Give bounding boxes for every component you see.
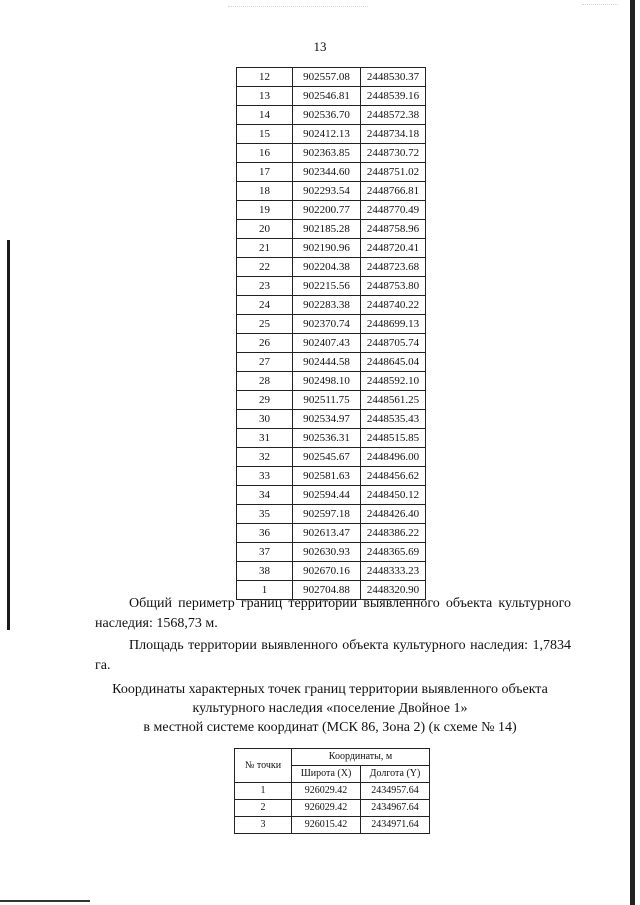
area-paragraph xyxy=(95,636,571,676)
table-row xyxy=(237,543,426,562)
point-number-cell: 1 xyxy=(237,581,293,600)
point-number-cell: 26 xyxy=(237,334,293,353)
point-number-cell: 30 xyxy=(237,410,293,429)
y-coordinate-cell: 2448758.96 xyxy=(361,220,426,239)
x-coordinate-cell: 902498.10 xyxy=(293,372,361,391)
y-coordinate-cell: 2434967.64 xyxy=(361,800,430,817)
table-row xyxy=(237,353,426,372)
point-number-cell: 38 xyxy=(237,562,293,581)
table-row xyxy=(235,817,430,834)
point-number-cell: 36 xyxy=(237,524,293,543)
table-row xyxy=(237,163,426,182)
x-coordinate-cell: 902363.85 xyxy=(293,144,361,163)
y-coordinate-cell: 2448572.38 xyxy=(361,106,426,125)
point-number-cell: 35 xyxy=(237,505,293,524)
x-coordinate-cell: 902370.74 xyxy=(293,315,361,334)
table-row xyxy=(237,220,426,239)
y-coordinate-cell: 2448365.69 xyxy=(361,543,426,562)
table-row xyxy=(237,448,426,467)
x-coordinate-cell: 902534.97 xyxy=(293,410,361,429)
table-row xyxy=(237,429,426,448)
point-number-cell: 18 xyxy=(237,182,293,201)
x-coordinate-cell: 902546.81 xyxy=(293,87,361,106)
y-coordinate-cell: 2448645.04 xyxy=(361,353,426,372)
x-coordinate-cell: 902557.08 xyxy=(293,68,361,87)
y-coordinate-cell: 2448770.49 xyxy=(361,201,426,220)
y-coordinate-cell: 2448720.41 xyxy=(361,239,426,258)
local-coordinates-table xyxy=(234,748,430,834)
point-number-cell: 13 xyxy=(237,87,293,106)
y-coordinate-cell: 2448740.22 xyxy=(361,296,426,315)
table-row xyxy=(237,201,426,220)
table-row xyxy=(237,410,426,429)
x-coordinate-cell: 902511.75 xyxy=(293,391,361,410)
table-row xyxy=(237,562,426,581)
y-coordinate-cell: 2448450.12 xyxy=(361,486,426,505)
y-coordinate-cell: 2448426.40 xyxy=(361,505,426,524)
section-heading-line: культурного наследия «поселение Двойное 1» xyxy=(192,701,468,716)
y-coordinate-cell: 2448535.43 xyxy=(361,410,426,429)
table-row xyxy=(237,125,426,144)
y-coordinate-cell: 2448730.72 xyxy=(361,144,426,163)
y-coordinate-cell: 2448699.13 xyxy=(361,315,426,334)
x-coordinate-cell: 902215.56 xyxy=(293,277,361,296)
y-coordinate-cell: 2448592.10 xyxy=(361,372,426,391)
scan-artifact xyxy=(228,6,368,17)
y-coordinate-cell: 2448496.00 xyxy=(361,448,426,467)
point-number-cell: 2 xyxy=(235,800,292,817)
point-number-cell: 3 xyxy=(235,817,292,834)
x-coordinate-cell: 902200.77 xyxy=(293,201,361,220)
x-coordinate-cell: 902704.88 xyxy=(293,581,361,600)
header-latitude: Широта (X) xyxy=(292,766,361,783)
table-row xyxy=(237,372,426,391)
x-coordinate-cell: 902412.13 xyxy=(293,125,361,144)
perimeter-paragraph xyxy=(95,594,571,634)
x-coordinate-cell: 902185.28 xyxy=(293,220,361,239)
point-number-cell: 20 xyxy=(237,220,293,239)
scan-page-edge xyxy=(630,0,635,905)
table-row xyxy=(237,296,426,315)
y-coordinate-cell: 2448751.02 xyxy=(361,163,426,182)
point-number-cell: 19 xyxy=(237,201,293,220)
x-coordinate-cell: 902293.54 xyxy=(293,182,361,201)
y-coordinate-cell: 2448320.90 xyxy=(361,581,426,600)
table-row xyxy=(237,258,426,277)
point-number-cell: 22 xyxy=(237,258,293,277)
y-coordinate-cell: 2448705.74 xyxy=(361,334,426,353)
x-coordinate-cell: 902597.18 xyxy=(293,505,361,524)
y-coordinate-cell: 2448333.23 xyxy=(361,562,426,581)
x-coordinate-cell: 902630.93 xyxy=(293,543,361,562)
table-row xyxy=(237,144,426,163)
y-coordinate-cell: 2448539.16 xyxy=(361,87,426,106)
point-number-cell: 21 xyxy=(237,239,293,258)
section-heading xyxy=(80,680,580,737)
x-coordinate-cell: 902407.43 xyxy=(293,334,361,353)
y-coordinate-cell: 2448456.62 xyxy=(361,467,426,486)
x-coordinate-cell: 902545.67 xyxy=(293,448,361,467)
x-coordinate-cell: 926029.42 xyxy=(292,783,361,800)
x-coordinate-cell: 902581.63 xyxy=(293,467,361,486)
x-coordinate-cell: 902594.44 xyxy=(293,486,361,505)
y-coordinate-cell: 2448766.81 xyxy=(361,182,426,201)
scan-artifact xyxy=(0,900,90,902)
coordinates-table xyxy=(236,67,426,600)
y-coordinate-cell: 2448734.18 xyxy=(361,125,426,144)
point-number-cell: 31 xyxy=(237,429,293,448)
y-coordinate-cell: 2448561.25 xyxy=(361,391,426,410)
header-coordinates: Координаты, м xyxy=(292,749,430,766)
x-coordinate-cell: 902444.58 xyxy=(293,353,361,372)
point-number-cell: 27 xyxy=(237,353,293,372)
table-row xyxy=(237,182,426,201)
scan-binding-line xyxy=(7,240,10,630)
point-number-cell: 15 xyxy=(237,125,293,144)
point-number-cell: 34 xyxy=(237,486,293,505)
page-number: 13 xyxy=(313,39,327,54)
table-row xyxy=(237,505,426,524)
point-number-cell: 14 xyxy=(237,106,293,125)
y-coordinate-cell: 2448753.80 xyxy=(361,277,426,296)
point-number-cell: 25 xyxy=(237,315,293,334)
point-number-cell: 16 xyxy=(237,144,293,163)
point-number-cell: 37 xyxy=(237,543,293,562)
table-row xyxy=(237,315,426,334)
table-row xyxy=(237,486,426,505)
header-point-number: № точки xyxy=(235,749,292,783)
table-row xyxy=(237,106,426,125)
table-row xyxy=(237,87,426,106)
table-row xyxy=(237,277,426,296)
x-coordinate-cell: 902536.31 xyxy=(293,429,361,448)
x-coordinate-cell: 902190.96 xyxy=(293,239,361,258)
table-row xyxy=(237,391,426,410)
table-row xyxy=(235,783,430,800)
perimeter-text: Общий периметр границ территории выявленного объекта культурного наследия: 1568,73 м. xyxy=(95,596,571,631)
y-coordinate-cell: 2448723.68 xyxy=(361,258,426,277)
x-coordinate-cell: 902344.60 xyxy=(293,163,361,182)
section-heading-line: в местной системе координат (МСК 86, Зона 2) (к схеме № 14) xyxy=(143,720,517,735)
y-coordinate-cell: 2434957.64 xyxy=(361,783,430,800)
x-coordinate-cell: 902204.38 xyxy=(293,258,361,277)
x-coordinate-cell: 902283.38 xyxy=(293,296,361,315)
section-heading-line: Координаты характерных точек границ территории выявленного объекта xyxy=(112,682,548,697)
table-row xyxy=(237,68,426,87)
point-number-cell: 33 xyxy=(237,467,293,486)
point-number-cell: 32 xyxy=(237,448,293,467)
table-row xyxy=(237,524,426,543)
table-row xyxy=(237,239,426,258)
point-number-cell: 12 xyxy=(237,68,293,87)
table-row xyxy=(235,800,430,817)
x-coordinate-cell: 902536.70 xyxy=(293,106,361,125)
header-longitude: Долгота (Y) xyxy=(361,766,430,783)
y-coordinate-cell: 2448515.85 xyxy=(361,429,426,448)
point-number-cell: 29 xyxy=(237,391,293,410)
x-coordinate-cell: 902670.16 xyxy=(293,562,361,581)
point-number-cell: 1 xyxy=(235,783,292,800)
x-coordinate-cell: 926015.42 xyxy=(292,817,361,834)
point-number-cell: 24 xyxy=(237,296,293,315)
x-coordinate-cell: 902613.47 xyxy=(293,524,361,543)
y-coordinate-cell: 2448530.37 xyxy=(361,68,426,87)
table-row xyxy=(237,467,426,486)
point-number-cell: 17 xyxy=(237,163,293,182)
point-number-cell: 28 xyxy=(237,372,293,391)
area-text: Площадь территории выявленного объекта культурного наследия: 1,7834 га. xyxy=(95,638,571,673)
scan-artifact xyxy=(582,4,618,7)
x-coordinate-cell: 926029.42 xyxy=(292,800,361,817)
table-row xyxy=(237,334,426,353)
point-number-cell: 23 xyxy=(237,277,293,296)
y-coordinate-cell: 2434971.64 xyxy=(361,817,430,834)
y-coordinate-cell: 2448386.22 xyxy=(361,524,426,543)
